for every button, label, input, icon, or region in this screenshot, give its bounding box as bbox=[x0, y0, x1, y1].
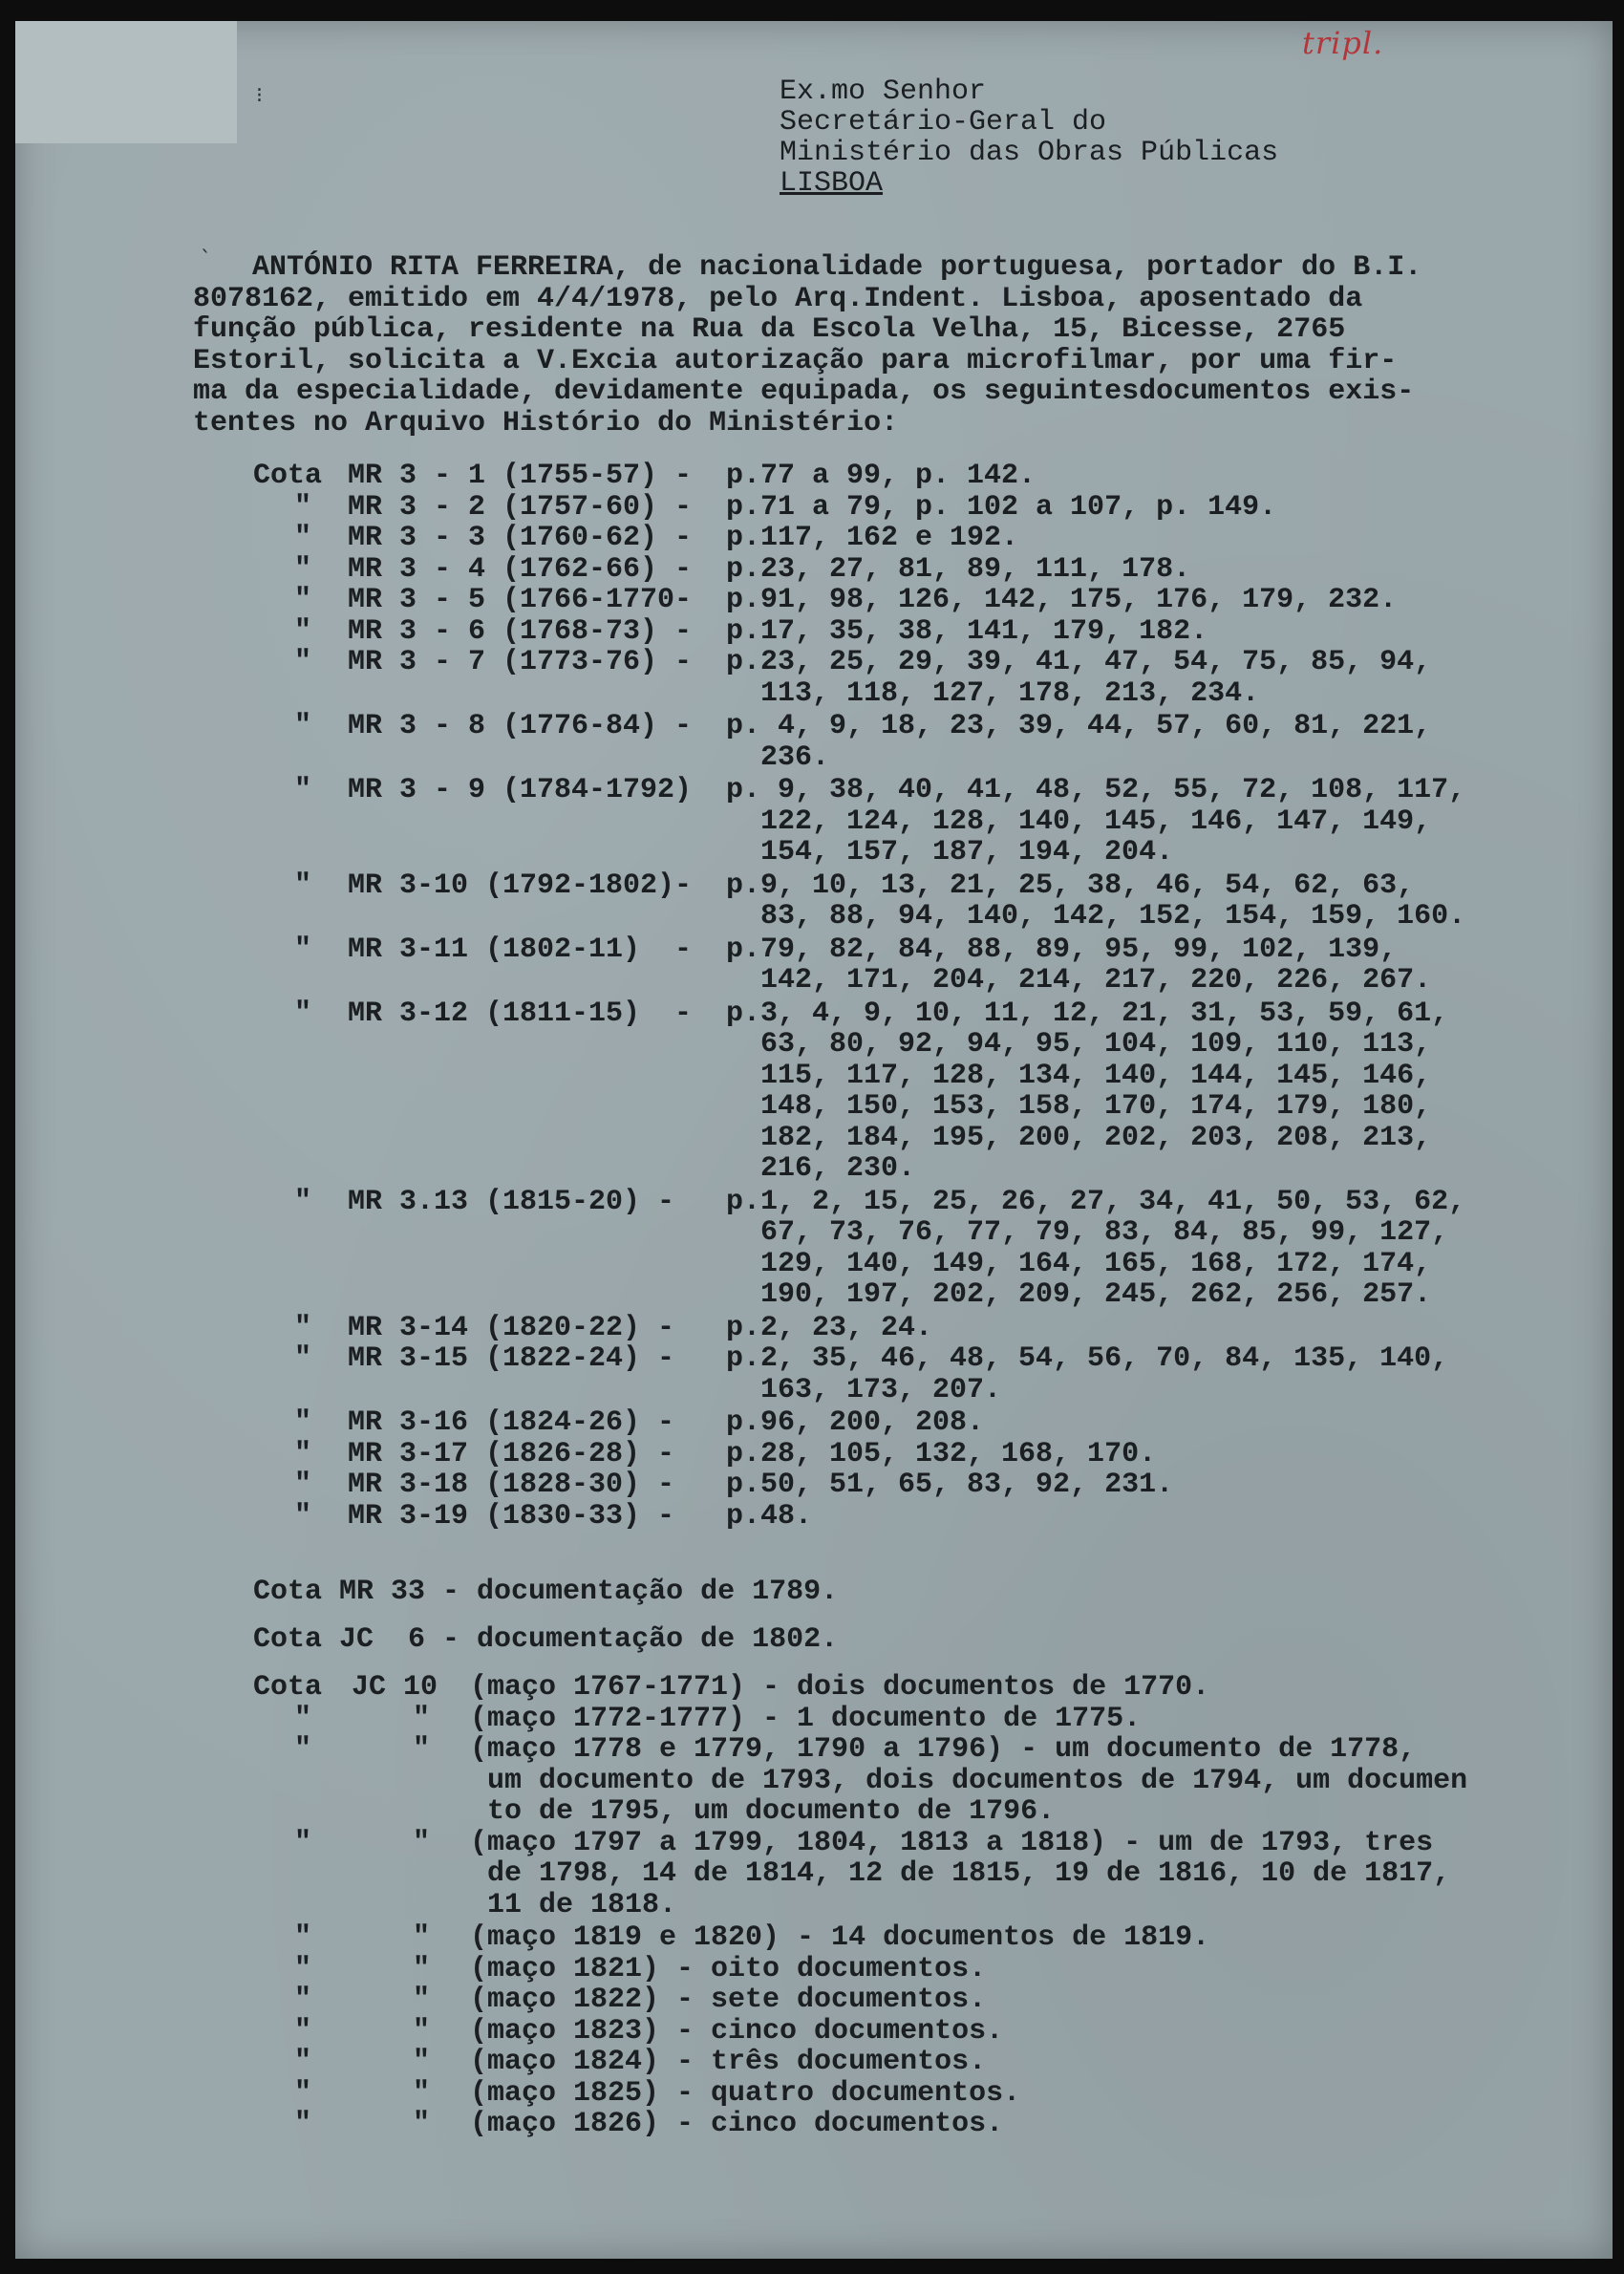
bundle-reference: " bbox=[413, 1921, 431, 1954]
bundle-label: " bbox=[294, 2108, 312, 2140]
entry-pages-line: p.71 a 79, p. 102 a 107, p. 149. bbox=[726, 490, 1277, 524]
entry-pages-line: p.50, 51, 65, 83, 92, 231. bbox=[726, 1469, 1174, 1501]
margin-tick-mark: ˎ bbox=[201, 229, 211, 253]
paragraph-line: Estoril, solicita a V.Excia autorização para microfilmar, por uma fir- bbox=[193, 344, 1398, 377]
paragraph-line: função pública, residente na Rua da Escola Velha, 15, Bicesse, 2765 bbox=[193, 313, 1346, 346]
bundle-reference: JC 10 bbox=[352, 1671, 438, 1704]
cota-text: Cota MR 33 - documentação de 1789. bbox=[253, 1576, 839, 1608]
entry-pages-line: 236. bbox=[760, 740, 830, 774]
bundle-reference: " bbox=[413, 2076, 431, 2110]
entry-reference: MR 3 - 4 (1762-66) - bbox=[348, 552, 693, 586]
bundle-text-line: de 1798, 14 de 1814, 12 de 1815, 19 de 1816, 10 de 1817, bbox=[487, 1857, 1451, 1890]
entry-pages-line: p.79, 82, 84, 88, 89, 95, 99, 102, 139, bbox=[726, 933, 1398, 966]
entry-label: " bbox=[294, 1342, 312, 1375]
entry-label: " bbox=[294, 1185, 312, 1218]
entry-label: " bbox=[294, 1311, 312, 1344]
entry-pages-line: p.2, 23, 24. bbox=[726, 1311, 933, 1344]
entry-label: " bbox=[294, 522, 312, 554]
handwritten-annotation: tripl. bbox=[1302, 25, 1384, 61]
entry-pages-line: p.28, 105, 132, 168, 170. bbox=[726, 1437, 1157, 1470]
entry-reference: MR 3-19 (1830-33) - bbox=[348, 1499, 675, 1533]
entry-label: " bbox=[294, 1469, 312, 1501]
bundle-text-line: (maço 1767-1771) - dois documentos de 1770. bbox=[470, 1671, 1210, 1704]
entry-reference: MR 3 - 1 (1755-57) - bbox=[348, 460, 693, 492]
address-city: LISBOA bbox=[780, 167, 884, 200]
entry-label: " bbox=[294, 869, 312, 902]
entry-pages-line: 122, 124, 128, 140, 145, 146, 147, 149, bbox=[760, 804, 1432, 838]
entry-pages-line: p.77 a 99, p. 142. bbox=[726, 460, 1036, 492]
bundle-text-line: (maço 1772-1777) - 1 documento de 1775. bbox=[470, 1702, 1142, 1735]
cota-text: Cota JC 6 - documentação de 1802. bbox=[253, 1623, 839, 1656]
entry-reference: MR 3-15 (1822-24) - bbox=[348, 1342, 675, 1375]
entry-pages-line: 148, 150, 153, 158, 170, 174, 179, 180, bbox=[760, 1090, 1432, 1123]
bundle-reference: " bbox=[413, 1733, 431, 1766]
bundle-text-line: (maço 1824) - três documentos. bbox=[470, 2046, 987, 2078]
entry-label: " bbox=[294, 997, 312, 1030]
entry-label: " bbox=[294, 646, 312, 678]
entry-reference: MR 3-16 (1824-26) - bbox=[348, 1406, 675, 1439]
entry-pages-line: 83, 88, 94, 140, 142, 152, 154, 159, 160. bbox=[760, 900, 1466, 933]
entry-pages-line: 129, 140, 149, 164, 165, 168, 172, 174, bbox=[760, 1247, 1432, 1280]
entry-pages-line: p.3, 4, 9, 10, 11, 12, 21, 31, 53, 59, 61, bbox=[726, 997, 1449, 1030]
entry-reference: MR 3 - 5 (1766-1770- bbox=[348, 584, 693, 616]
bundle-label: " bbox=[294, 2046, 312, 2078]
entry-reference: MR 3-10 (1792-1802)- bbox=[348, 869, 693, 902]
bundle-text-line: (maço 1825) - quatro documentos. bbox=[470, 2076, 1021, 2110]
bundle-text-line: (maço 1822) - sete documentos. bbox=[470, 1984, 987, 2016]
entry-pages-line: 163, 173, 207. bbox=[760, 1373, 1002, 1406]
entry-pages-line: 142, 171, 204, 214, 217, 220, 226, 267. bbox=[760, 964, 1432, 997]
bundle-reference: " bbox=[413, 2046, 431, 2078]
entry-pages-line: 154, 157, 187, 194, 204. bbox=[760, 836, 1174, 869]
bundle-reference: " bbox=[413, 1702, 431, 1735]
bundle-label: " bbox=[294, 1984, 312, 2016]
bundle-reference: " bbox=[413, 1952, 431, 1985]
bundle-text-line: (maço 1819 e 1820) - 14 documentos de 1819. bbox=[470, 1921, 1210, 1954]
entry-reference: MR 3 - 7 (1773-76) - bbox=[348, 646, 693, 678]
bundle-reference: " bbox=[413, 2108, 431, 2140]
margin-punch-mark: ⁝ bbox=[256, 84, 263, 108]
entry-pages-line: 113, 118, 127, 178, 213, 234. bbox=[760, 676, 1260, 710]
bundle-label: " bbox=[294, 1921, 312, 1954]
entry-pages-line: p. 9, 38, 40, 41, 48, 52, 55, 72, 108, 117, bbox=[726, 774, 1466, 806]
entry-label: " bbox=[294, 614, 312, 648]
entry-pages-line: 190, 197, 202, 209, 245, 262, 256, 257. bbox=[760, 1278, 1432, 1311]
entry-pages-line: 182, 184, 195, 200, 202, 203, 208, 213, bbox=[760, 1121, 1432, 1154]
recipient-address bbox=[780, 76, 1278, 199]
bundle-text-line: um documento de 1793, dois documentos de 1794, um documen bbox=[487, 1764, 1468, 1797]
bundle-label: Cota bbox=[253, 1671, 323, 1704]
bundle-text-line: (maço 1778 e 1779, 1790 a 1796) - um documento de 1778, bbox=[470, 1733, 1417, 1766]
entry-reference: MR 3 - 2 (1757-60) - bbox=[348, 490, 693, 524]
entry-reference: MR 3-12 (1811-15) - bbox=[348, 997, 693, 1030]
entry-label: " bbox=[294, 490, 312, 524]
bundle-text-line: to de 1795, um documento de 1796. bbox=[487, 1795, 1056, 1828]
bundle-label: " bbox=[294, 2014, 312, 2048]
entry-label: " bbox=[294, 710, 312, 742]
entry-label: Cota bbox=[253, 460, 323, 492]
address-line: Ministério das Obras Públicas bbox=[780, 137, 1279, 169]
entry-label: " bbox=[294, 1499, 312, 1533]
entry-pages-line: p.2, 35, 46, 48, 54, 56, 70, 84, 135, 140, bbox=[726, 1342, 1449, 1375]
entry-pages-line: p.23, 25, 29, 39, 41, 47, 54, 75, 85, 94, bbox=[726, 646, 1432, 678]
lighter-corner-patch bbox=[15, 21, 237, 143]
paragraph-line: ma da especialidade, devidamente equipada, os seguintesdocumentos exis- bbox=[193, 375, 1415, 408]
bundle-label: " bbox=[294, 1702, 312, 1735]
entry-label: " bbox=[294, 584, 312, 616]
entry-pages-line: p.9, 10, 13, 21, 25, 38, 46, 54, 62, 63, bbox=[726, 869, 1415, 902]
entry-pages-line: 67, 73, 76, 77, 79, 83, 84, 85, 99, 127, bbox=[760, 1216, 1449, 1249]
entry-pages-line: 63, 80, 92, 94, 95, 104, 109, 110, 113, bbox=[760, 1028, 1432, 1061]
paragraph-line: 8078162, emitido em 4/4/1978, pelo Arq.Indent. Lisboa, aposentado da bbox=[193, 282, 1363, 315]
entry-label: " bbox=[294, 1437, 312, 1470]
entry-pages-line: p.17, 35, 38, 141, 179, 182. bbox=[726, 614, 1208, 648]
entry-pages-line: p.1, 2, 15, 25, 26, 27, 34, 41, 50, 53, 62, bbox=[726, 1185, 1466, 1218]
entry-reference: MR 3 - 9 (1784-1792) bbox=[348, 774, 693, 806]
entry-pages-line: p.48. bbox=[726, 1499, 813, 1533]
bundle-label: " bbox=[294, 1826, 312, 1859]
address-line: Secretário-Geral do bbox=[780, 106, 1107, 139]
entry-reference: MR 3.13 (1815-20) - bbox=[348, 1185, 675, 1218]
paragraph-line: tentes no Arquivo Histório do Ministério: bbox=[193, 406, 899, 440]
entry-pages-line: p.117, 162 e 192. bbox=[726, 522, 1019, 554]
entry-reference: MR 3 - 3 (1760-62) - bbox=[348, 522, 693, 554]
bundle-reference: " bbox=[413, 1826, 431, 1859]
entry-pages-line: p.23, 27, 81, 89, 111, 178. bbox=[726, 552, 1191, 586]
bundle-text-line: (maço 1823) - cinco documentos. bbox=[470, 2014, 1004, 2048]
bundle-label: " bbox=[294, 2076, 312, 2110]
entry-reference: MR 3-11 (1802-11) - bbox=[348, 933, 693, 966]
bundle-text-line: (maço 1826) - cinco documentos. bbox=[470, 2108, 1004, 2140]
bundle-reference: " bbox=[413, 2014, 431, 2048]
bundle-text-line: 11 de 1818. bbox=[487, 1888, 677, 1921]
entry-label: " bbox=[294, 552, 312, 586]
entry-reference: MR 3 - 8 (1776-84) - bbox=[348, 710, 693, 742]
entry-reference: MR 3-14 (1820-22) - bbox=[348, 1311, 675, 1344]
entry-pages-line: p.96, 200, 208. bbox=[726, 1406, 985, 1439]
entry-pages-line: 115, 117, 128, 134, 140, 144, 145, 146, bbox=[760, 1059, 1432, 1092]
entry-pages-line: p.91, 98, 126, 142, 175, 176, 179, 232. bbox=[726, 584, 1398, 616]
bundle-text-line: (maço 1821) - oito documentos. bbox=[470, 1952, 987, 1985]
paragraph-line: ANTÓNIO RITA FERREIRA, de nacionalidade portuguesa, portador do B.I. bbox=[252, 251, 1422, 284]
entry-reference: MR 3 - 6 (1768-73) - bbox=[348, 614, 693, 648]
bundle-text-line: (maço 1797 a 1799, 1804, 1813 a 1818) - um de 1793, tres bbox=[470, 1826, 1434, 1859]
entry-pages-line: p. 4, 9, 18, 23, 39, 44, 57, 60, 81, 221, bbox=[726, 710, 1432, 742]
entry-label: " bbox=[294, 933, 312, 966]
bundle-reference: " bbox=[413, 1984, 431, 2016]
entry-label: " bbox=[294, 774, 312, 806]
entry-label: " bbox=[294, 1406, 312, 1439]
entry-reference: MR 3-17 (1826-28) - bbox=[348, 1437, 675, 1470]
bundle-label: " bbox=[294, 1952, 312, 1985]
request-paragraph bbox=[189, 252, 1565, 439]
entry-pages-line: 216, 230. bbox=[760, 1152, 916, 1185]
entry-reference: MR 3-18 (1828-30) - bbox=[348, 1469, 675, 1501]
address-line: Ex.mo Senhor bbox=[780, 75, 987, 108]
bundle-label: " bbox=[294, 1733, 312, 1766]
